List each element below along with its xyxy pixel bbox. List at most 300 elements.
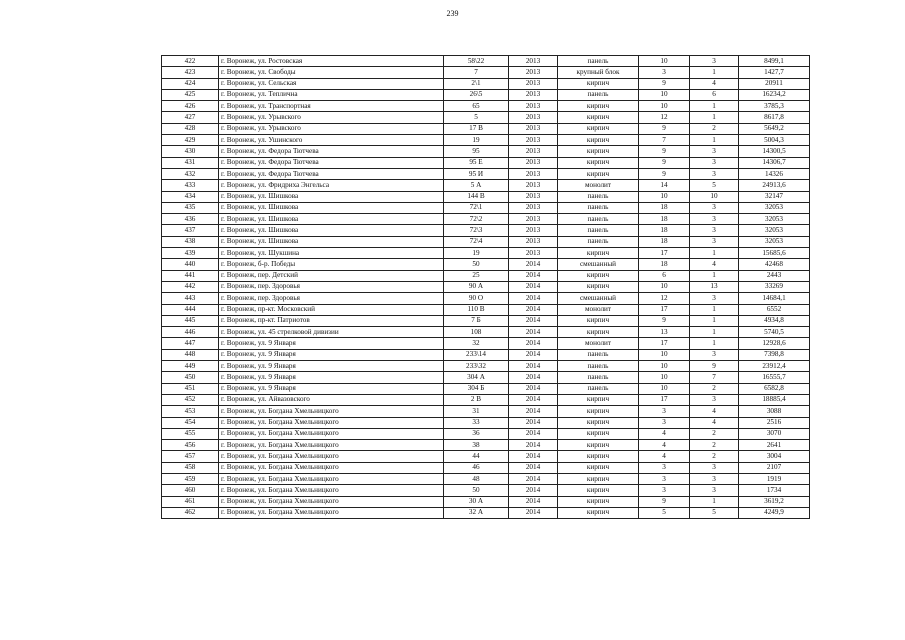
table-row [162, 361, 810, 372]
row-number-cell: 453 [162, 406, 219, 417]
material-cell: кирпич [558, 417, 639, 428]
address-cell: г. Воронеж, ул. Шишкова [219, 191, 444, 202]
row-number-cell: 448 [162, 349, 219, 360]
table-row [162, 485, 810, 496]
row-number-cell: 441 [162, 270, 219, 281]
year-cell: 2014 [509, 383, 558, 394]
table-row [162, 372, 810, 383]
material-cell: кирпич [558, 157, 639, 168]
house-number-cell: 33 [444, 417, 509, 428]
entrances-cell: 1 [690, 327, 739, 338]
material-cell: кирпич [558, 315, 639, 326]
area-cell: 5649,2 [739, 123, 810, 134]
floors-cell: 17 [639, 394, 690, 405]
floors-cell: 3 [639, 473, 690, 484]
floors-cell: 13 [639, 327, 690, 338]
year-cell: 2013 [509, 67, 558, 78]
material-cell: панель [558, 383, 639, 394]
material-cell: кирпич [558, 146, 639, 157]
material-cell: кирпич [558, 473, 639, 484]
floors-cell: 9 [639, 78, 690, 89]
area-cell: 14306,7 [739, 157, 810, 168]
area-cell: 18885,4 [739, 394, 810, 405]
floors-cell: 10 [639, 89, 690, 100]
entrances-cell: 3 [690, 225, 739, 236]
floors-cell: 17 [639, 248, 690, 259]
area-cell: 16555,7 [739, 372, 810, 383]
row-number-cell: 426 [162, 101, 219, 112]
house-number-cell: 72\4 [444, 236, 509, 247]
area-cell: 2641 [739, 440, 810, 451]
address-cell: г. Воронеж, пр-кт. Московский [219, 304, 444, 315]
year-cell: 2014 [509, 259, 558, 270]
year-cell: 2013 [509, 78, 558, 89]
house-number-cell: 304 А [444, 372, 509, 383]
material-cell: кирпич [558, 78, 639, 89]
area-cell: 4249,9 [739, 507, 810, 518]
floors-cell: 4 [639, 428, 690, 439]
entrances-cell: 3 [690, 202, 739, 213]
material-cell: смешанный [558, 293, 639, 304]
year-cell: 2013 [509, 112, 558, 123]
entrances-cell: 9 [690, 361, 739, 372]
table-row [162, 191, 810, 202]
row-number-cell: 438 [162, 236, 219, 247]
entrances-cell: 1 [690, 496, 739, 507]
material-cell: кирпич [558, 135, 639, 146]
entrances-cell: 2 [690, 428, 739, 439]
table-row [162, 146, 810, 157]
floors-cell: 3 [639, 462, 690, 473]
table-row [162, 180, 810, 191]
year-cell: 2013 [509, 248, 558, 259]
table-row [162, 473, 810, 484]
house-number-cell: 90 О [444, 293, 509, 304]
entrances-cell: 1 [690, 112, 739, 123]
table-row [162, 101, 810, 112]
floors-cell: 4 [639, 440, 690, 451]
year-cell: 2014 [509, 304, 558, 315]
house-number-cell: 25 [444, 270, 509, 281]
address-cell: г. Воронеж, ул. Богдана Хмельницкого [219, 496, 444, 507]
entrances-cell: 2 [690, 451, 739, 462]
entrances-cell: 1 [690, 67, 739, 78]
material-cell: панель [558, 225, 639, 236]
house-number-cell: 233\14 [444, 349, 509, 360]
year-cell: 2014 [509, 485, 558, 496]
house-number-cell: 17 В [444, 123, 509, 134]
house-number-cell: 44 [444, 451, 509, 462]
floors-cell: 7 [639, 135, 690, 146]
material-cell: кирпич [558, 394, 639, 405]
year-cell: 2014 [509, 315, 558, 326]
address-cell: г. Воронеж, ул. Богдана Хмельницкого [219, 451, 444, 462]
address-cell: г. Воронеж, пер. Детский [219, 270, 444, 281]
entrances-cell: 3 [690, 394, 739, 405]
year-cell: 2013 [509, 157, 558, 168]
area-cell: 32053 [739, 225, 810, 236]
entrances-cell: 1 [690, 101, 739, 112]
year-cell: 2013 [509, 146, 558, 157]
year-cell: 2013 [509, 101, 558, 112]
house-number-cell: 110 В [444, 304, 509, 315]
area-cell: 8499,1 [739, 56, 810, 67]
address-cell: г. Воронеж, ул. Богдана Хмельницкого [219, 428, 444, 439]
material-cell: панель [558, 349, 639, 360]
year-cell: 2013 [509, 180, 558, 191]
area-cell: 32147 [739, 191, 810, 202]
material-cell: панель [558, 361, 639, 372]
area-cell: 1734 [739, 485, 810, 496]
house-number-cell: 72\3 [444, 225, 509, 236]
material-cell: кирпич [558, 270, 639, 281]
area-cell: 3070 [739, 428, 810, 439]
house-number-cell: 108 [444, 327, 509, 338]
material-cell: кирпич [558, 496, 639, 507]
address-cell: г. Воронеж, пр-кт. Патриотов [219, 315, 444, 326]
house-number-cell: 65 [444, 101, 509, 112]
housing-table [161, 55, 810, 519]
row-number-cell: 445 [162, 315, 219, 326]
row-number-cell: 433 [162, 180, 219, 191]
material-cell: панель [558, 372, 639, 383]
row-number-cell: 424 [162, 78, 219, 89]
year-cell: 2013 [509, 89, 558, 100]
address-cell: г. Воронеж, ул. Теплична [219, 89, 444, 100]
entrances-cell: 1 [690, 338, 739, 349]
row-number-cell: 451 [162, 383, 219, 394]
address-cell: г. Воронеж, ул. Шишкова [219, 214, 444, 225]
table-row [162, 168, 810, 179]
area-cell: 7398,8 [739, 349, 810, 360]
material-cell: смешанный [558, 259, 639, 270]
floors-cell: 18 [639, 214, 690, 225]
table-row [162, 349, 810, 360]
year-cell: 2013 [509, 191, 558, 202]
floors-cell: 10 [639, 191, 690, 202]
floors-cell: 12 [639, 293, 690, 304]
address-cell: г. Воронеж, ул. Урывского [219, 112, 444, 123]
year-cell: 2013 [509, 123, 558, 134]
entrances-cell: 5 [690, 180, 739, 191]
year-cell: 2013 [509, 225, 558, 236]
row-number-cell: 427 [162, 112, 219, 123]
table-row [162, 281, 810, 292]
house-number-cell: 72\2 [444, 214, 509, 225]
address-cell: г. Воронеж, ул. Богдана Хмельницкого [219, 440, 444, 451]
floors-cell: 10 [639, 56, 690, 67]
entrances-cell: 3 [690, 56, 739, 67]
area-cell: 2443 [739, 270, 810, 281]
row-number-cell: 443 [162, 293, 219, 304]
table-row [162, 327, 810, 338]
area-cell: 14684,1 [739, 293, 810, 304]
row-number-cell: 431 [162, 157, 219, 168]
table-row [162, 123, 810, 134]
floors-cell: 17 [639, 304, 690, 315]
area-cell: 6552 [739, 304, 810, 315]
floors-cell: 18 [639, 225, 690, 236]
row-number-cell: 436 [162, 214, 219, 225]
area-cell: 3088 [739, 406, 810, 417]
table-row [162, 89, 810, 100]
table-row [162, 315, 810, 326]
material-cell: панель [558, 56, 639, 67]
table-row [162, 112, 810, 123]
address-cell: г. Воронеж, ул. Богдана Хмельницкого [219, 473, 444, 484]
entrances-cell: 1 [690, 304, 739, 315]
area-cell: 32053 [739, 236, 810, 247]
material-cell: панель [558, 236, 639, 247]
row-number-cell: 447 [162, 338, 219, 349]
table-row [162, 248, 810, 259]
area-cell: 15685,6 [739, 248, 810, 259]
table-row [162, 270, 810, 281]
floors-cell: 10 [639, 349, 690, 360]
address-cell: г. Воронеж, ул. Шишкова [219, 236, 444, 247]
address-cell: г. Воронеж, ул. 9 Января [219, 338, 444, 349]
table-row [162, 451, 810, 462]
row-number-cell: 425 [162, 89, 219, 100]
row-number-cell: 462 [162, 507, 219, 518]
year-cell: 2014 [509, 440, 558, 451]
table-body [162, 56, 810, 519]
material-cell: кирпич [558, 281, 639, 292]
material-cell: кирпич [558, 101, 639, 112]
floors-cell: 10 [639, 101, 690, 112]
year-cell: 2013 [509, 202, 558, 213]
entrances-cell: 3 [690, 485, 739, 496]
house-number-cell: 304 Б [444, 383, 509, 394]
row-number-cell: 440 [162, 259, 219, 270]
entrances-cell: 10 [690, 191, 739, 202]
entrances-cell: 2 [690, 383, 739, 394]
table-row [162, 338, 810, 349]
entrances-cell: 3 [690, 236, 739, 247]
entrances-cell: 13 [690, 281, 739, 292]
floors-cell: 18 [639, 259, 690, 270]
area-cell: 12928,6 [739, 338, 810, 349]
entrances-cell: 3 [690, 349, 739, 360]
row-number-cell: 432 [162, 168, 219, 179]
row-number-cell: 456 [162, 440, 219, 451]
table-row [162, 225, 810, 236]
floors-cell: 18 [639, 202, 690, 213]
area-cell: 1427,7 [739, 67, 810, 78]
address-cell: г. Воронеж, ул. 9 Января [219, 372, 444, 383]
table-row [162, 417, 810, 428]
area-cell: 32053 [739, 202, 810, 213]
address-cell: г. Воронеж, ул. Богдана Хмельницкого [219, 406, 444, 417]
area-cell: 20911 [739, 78, 810, 89]
address-cell: г. Воронеж, ул. Богдана Хмельницкого [219, 417, 444, 428]
entrances-cell: 1 [690, 270, 739, 281]
year-cell: 2013 [509, 168, 558, 179]
material-cell: крупный блок [558, 67, 639, 78]
floors-cell: 3 [639, 406, 690, 417]
table-row [162, 135, 810, 146]
year-cell: 2014 [509, 327, 558, 338]
area-cell: 5740,5 [739, 327, 810, 338]
table-row [162, 202, 810, 213]
entrances-cell: 2 [690, 440, 739, 451]
entrances-cell: 1 [690, 315, 739, 326]
table-row [162, 507, 810, 518]
house-number-cell: 26\5 [444, 89, 509, 100]
address-cell: г. Воронеж, ул. Богдана Хмельницкого [219, 462, 444, 473]
table-row [162, 304, 810, 315]
material-cell: кирпич [558, 168, 639, 179]
table-row [162, 214, 810, 225]
floors-cell: 10 [639, 281, 690, 292]
material-cell: кирпич [558, 123, 639, 134]
floors-cell: 9 [639, 123, 690, 134]
row-number-cell: 435 [162, 202, 219, 213]
material-cell: кирпич [558, 112, 639, 123]
material-cell: панель [558, 191, 639, 202]
table-row [162, 406, 810, 417]
row-number-cell: 452 [162, 394, 219, 405]
address-cell: г. Воронеж, ул. Федора Тютчева [219, 168, 444, 179]
area-cell: 3785,3 [739, 101, 810, 112]
address-cell: г. Воронеж, пер. Здоровья [219, 293, 444, 304]
table-row [162, 496, 810, 507]
address-cell: г. Воронеж, ул. 9 Января [219, 349, 444, 360]
area-cell: 2516 [739, 417, 810, 428]
floors-cell: 14 [639, 180, 690, 191]
year-cell: 2014 [509, 451, 558, 462]
table-row [162, 462, 810, 473]
floors-cell: 10 [639, 383, 690, 394]
material-cell: кирпич [558, 327, 639, 338]
floors-cell: 9 [639, 496, 690, 507]
address-cell: г. Воронеж, ул. 9 Января [219, 383, 444, 394]
material-cell: панель [558, 89, 639, 100]
year-cell: 2014 [509, 293, 558, 304]
material-cell: панель [558, 202, 639, 213]
year-cell: 2014 [509, 361, 558, 372]
house-number-cell: 7 Б [444, 315, 509, 326]
row-number-cell: 449 [162, 361, 219, 372]
table-row [162, 236, 810, 247]
year-cell: 2014 [509, 270, 558, 281]
address-cell: г. Воронеж, ул. Айвазовского [219, 394, 444, 405]
house-number-cell: 32 А [444, 507, 509, 518]
table-row [162, 67, 810, 78]
entrances-cell: 3 [690, 462, 739, 473]
area-cell: 1919 [739, 473, 810, 484]
year-cell: 2013 [509, 214, 558, 225]
material-cell: кирпич [558, 440, 639, 451]
address-cell: г. Воронеж, ул. Богдана Хмельницкого [219, 485, 444, 496]
year-cell: 2014 [509, 281, 558, 292]
entrances-cell: 6 [690, 89, 739, 100]
row-number-cell: 455 [162, 428, 219, 439]
year-cell: 2013 [509, 135, 558, 146]
address-cell: г. Воронеж, ул. Шукшина [219, 248, 444, 259]
house-number-cell: 95 И [444, 168, 509, 179]
year-cell: 2014 [509, 406, 558, 417]
table-row [162, 394, 810, 405]
entrances-cell: 7 [690, 372, 739, 383]
house-number-cell: 19 [444, 248, 509, 259]
material-cell: кирпич [558, 485, 639, 496]
row-number-cell: 442 [162, 281, 219, 292]
table-row [162, 56, 810, 67]
year-cell: 2014 [509, 349, 558, 360]
material-cell: кирпич [558, 248, 639, 259]
row-number-cell: 460 [162, 485, 219, 496]
floors-cell: 5 [639, 507, 690, 518]
row-number-cell: 423 [162, 67, 219, 78]
floors-cell: 10 [639, 372, 690, 383]
table-row [162, 259, 810, 270]
house-number-cell: 2 В [444, 394, 509, 405]
house-number-cell: 46 [444, 462, 509, 473]
house-number-cell: 19 [444, 135, 509, 146]
row-number-cell: 422 [162, 56, 219, 67]
area-cell: 3619,2 [739, 496, 810, 507]
table-row [162, 78, 810, 89]
area-cell: 6582,8 [739, 383, 810, 394]
address-cell: г. Воронеж, ул. Шишкова [219, 202, 444, 213]
entrances-cell: 4 [690, 259, 739, 270]
material-cell: кирпич [558, 462, 639, 473]
entrances-cell: 2 [690, 123, 739, 134]
address-cell: г. Воронеж, ул. Урывского [219, 123, 444, 134]
table-row [162, 428, 810, 439]
address-cell: г. Воронеж, ул. Ушинского [219, 135, 444, 146]
house-number-cell: 90 А [444, 281, 509, 292]
year-cell: 2013 [509, 236, 558, 247]
house-number-cell: 50 [444, 259, 509, 270]
house-number-cell: 2\1 [444, 78, 509, 89]
house-number-cell: 36 [444, 428, 509, 439]
address-cell: г. Воронеж, ул. 9 Января [219, 361, 444, 372]
floors-cell: 12 [639, 112, 690, 123]
area-cell: 24913,6 [739, 180, 810, 191]
table-row [162, 440, 810, 451]
material-cell: кирпич [558, 507, 639, 518]
year-cell: 2014 [509, 417, 558, 428]
area-cell: 16234,2 [739, 89, 810, 100]
floors-cell: 3 [639, 67, 690, 78]
row-number-cell: 439 [162, 248, 219, 259]
row-number-cell: 458 [162, 462, 219, 473]
house-number-cell: 5 А [444, 180, 509, 191]
floors-cell: 6 [639, 270, 690, 281]
floors-cell: 10 [639, 361, 690, 372]
house-number-cell: 7 [444, 67, 509, 78]
row-number-cell: 461 [162, 496, 219, 507]
area-cell: 8617,8 [739, 112, 810, 123]
entrances-cell: 3 [690, 168, 739, 179]
area-cell: 33269 [739, 281, 810, 292]
area-cell: 4934,8 [739, 315, 810, 326]
house-number-cell: 58\22 [444, 56, 509, 67]
year-cell: 2014 [509, 473, 558, 484]
row-number-cell: 429 [162, 135, 219, 146]
entrances-cell: 3 [690, 157, 739, 168]
house-number-cell: 32 [444, 338, 509, 349]
area-cell: 23912,4 [739, 361, 810, 372]
floors-cell: 9 [639, 146, 690, 157]
address-cell: г. Воронеж, ул. Фридриха Энгельса [219, 180, 444, 191]
entrances-cell: 1 [690, 135, 739, 146]
address-cell: г. Воронеж, ул. Ростовская [219, 56, 444, 67]
year-cell: 2014 [509, 338, 558, 349]
row-number-cell: 450 [162, 372, 219, 383]
